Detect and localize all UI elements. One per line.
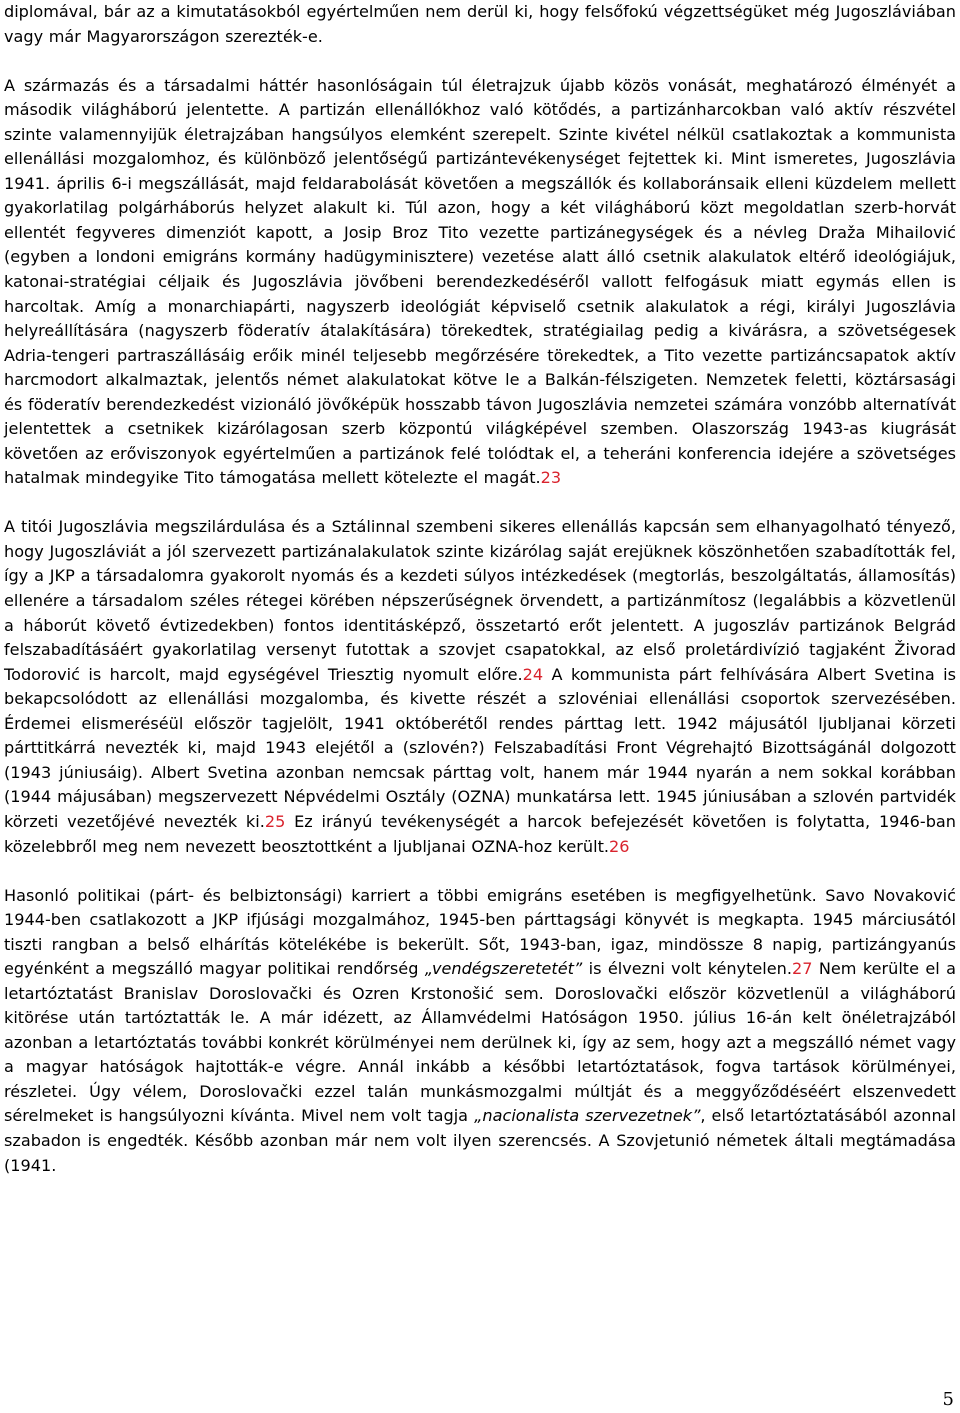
paragraph-text: Hasonló politikai (párt- és belbiztonsági) karriert a többi emigráns esetében is megfigyelhetünk. Savo Novaković 1944-ben csatlakozott a JKP ifjúsági mozgalmához, 1945-ben párttagsági könyvét is megkapta. 1945 márciusától tiszti rangban a belső elhárítás kötelékébe is bekerült. Sőt, 1943-ban, igaz, mindössze 8 napig, partizángyanús egyénként a megszálló magyar politikai rendőrség bbox=[4, 885, 956, 979]
paragraph bbox=[4, 884, 956, 1179]
footnote-reference[interactable]: 27 bbox=[791, 959, 813, 979]
paragraph-text: , első letartóztatásából azonnal szabadon is engedték. Később azonban már nem volt ilyen szerencsés. A Szovjetunió németek általi megtámadása (1941. bbox=[4, 1106, 956, 1175]
footnote-reference[interactable]: 25 bbox=[264, 811, 286, 831]
paragraph-text: A kommunista párt felhívására Albert Svetina is bekapcsolódott az ellenállási mozgalomba, és kivette részét a szlovéniai ellenállási csoportok szervezésében. Érdemei elismeréséül először tagjelölt, 1941 októberétől rendes párttag lett. 1942 májusától ljubljanai körzeti párttitkárrá nevezték ki, majd 1943 elejétől a (szlovén?) Felszabadítási Front Végrehajtó Bizottságánál dolgozott (1943 júniusáig). Albert Svetina azonban nemcsak párttag volt, hanem már 1944 nyarán a nem sokkal korábban (1944 májusában) megszervezett Népvédelmi Osztály (OZNA) munkatársa lett. 1945 júniusában a szlovén partvidék körzeti vezetőjévé nevezték ki. bbox=[4, 664, 956, 831]
paragraph-text: diplomával, bár az a kimutatásokból egyértelműen nem derül ki, hogy felsőfokú végzettségüket még Jugoszláviában vagy már Magyarországon szerezték-e. bbox=[4, 2, 956, 46]
paragraph bbox=[4, 0, 956, 49]
footnote-reference[interactable]: 26 bbox=[609, 836, 630, 856]
paragraph bbox=[4, 74, 956, 491]
footnote-reference[interactable]: 24 bbox=[522, 664, 544, 684]
emphasized-quote: „nacionalista szervezetnek” bbox=[474, 1106, 701, 1126]
paragraph-text: A származás és a társadalmi háttér hasonlóságain túl életrajzuk újabb közös vonását, meghatározó élményét a második világháború jelentette. A partizán ellenállókhoz való kötődés, a partizánharcokban való aktív részvétel szinte valamennyijük életrajzában hangsúlyos elemként szerepelt. Szinte kivétel nélkül csatlakoztak a kommunista ellenállási mozgalomhoz, és különböző jelentőségű partizántevékenységet fejtettek ki. Mint ismeretes, Jugoszlávia 1941. április 6-i megszállását, majd feldarabolását követően a megszállók és kollaboránsaik elleni küzdelem mellett gyakorlatilag polgárháborús helyzet alakult ki. Túl azon, hogy a két világháború közt megoldatlan szerb-horvát ellentét fegyveres dimenziót kapott, a Josip Broz Tito vezette partizánegységek és a névleg Draža Mihailović (egyben a londoni emigráns kormány hadügyminisztere) vezetése alatt álló csetnik alakulatok eltérő ideológiájuk, katonai-stratégiai céljaik és Jugoszlávia jövőbeni berendezkedéséről vallott felfogásuk miatt egymás ellen is harcoltak. Amíg a monarchiapárti, nagyszerb ideológiát képviselő csetnik alakulatok a régi, királyi Jugoszlávia helyreállítására (nagyszerb föderatív átalakítására) törekedtek, stratégiailag pedig a kivárásra, a szövetségesek Adria-tengeri partraszállásáig erőik minél teljesebb megőrzésére törekedtek, a Tito vezette partizáncsapatok aktív harcmodort alkalmaztak, jelentős német alakulatokat kötve le a Balkán-félszigeten. Nemzetek feletti, köztársasági és föderatív berendezkedést vizionáló jövőképük hosszabb távon Jugoszlávia nemzetei számára vonzóbb alternatívát jelentettek a csetnikek kizárólagosan szerb központú világképével szemben. Olaszország 1943-as kiugrását követően az erőviszonyok egyértelműen a partizánok felé tolódtak el, a teheráni konferencia idejére a szövetséges hatalmak mindegyike Tito támogatása mellett kötelezte el magát. bbox=[4, 75, 956, 488]
paragraph-text: A titói Jugoszlávia megszilárdulása és a Sztálinnal szembeni sikeres ellenállás kapcsán sem elhanyagolható tényező, hogy Jugoszláviát a jól szervezett partizánalakulatok szinte kizárólag saját erejüknek köszönhetően szabadították fel, így a JKP a társadalomra gyakorolt nyomás és a kezdeti súlyos intézkedések (megtorlás, beszolgáltatás, államosítás) ellenére a társadalom széles rétegei körében népszerűségnek örvendett, a partizánmítosz (legalábbis a közvetlenül a háborút követő évtizedekben) fontos identitásképző, összetartó erőt jelentett. A jugoszláv partizánok Belgrád felszabadításáért gyakorlatilag versenyt futottak a szovjet csapatokkal, az első proletárdivízió tagjaként Živorad Todorović is harcolt, majd egységével Triesztig nyomult előre. bbox=[4, 517, 956, 684]
page-number: 5 bbox=[942, 1389, 954, 1410]
footnote-reference[interactable]: 23 bbox=[540, 468, 562, 488]
paragraph bbox=[4, 515, 956, 859]
emphasized-quote: „vendégszeretetét” bbox=[424, 959, 583, 979]
paragraph-text: Ez irányú tevékenységét a harcok befejezését követően is folytatta, 1946-ban közelebbről meg nem nevezett beosztottként a ljubljanai OZNA-hoz került. bbox=[4, 811, 956, 856]
document-page bbox=[4, 0, 956, 1178]
paragraph-text: is élvezni volt kénytelen. bbox=[582, 959, 792, 979]
paragraph-text: Nem kerülte el a letartóztatást Branislav Doroslovački és Ozren Krstonošić sem. Doroslovački először közvetlenül a világháború kitörése után tartóztatták le. A már idézett, az Államvédelmi Hatóságon 1950. július 16-án kelt önéletrajzából azonban a letartóztatás további konkrét körülményei nem derülnek ki, így az sem, hogy azt a megszálló német vagy a magyar hatóságok hajtották-e végre. Annál inkább a későbbi letartóztatások, fogva tartások körülményei, részletei. Úgy vélem, Doroslovački ezzel talán munkásmozgalmi múltját és a meggyőződéséért elszenvedett sérelmeket is hangsúlyozni kívánta. Mivel nem volt tagja bbox=[4, 959, 956, 1126]
